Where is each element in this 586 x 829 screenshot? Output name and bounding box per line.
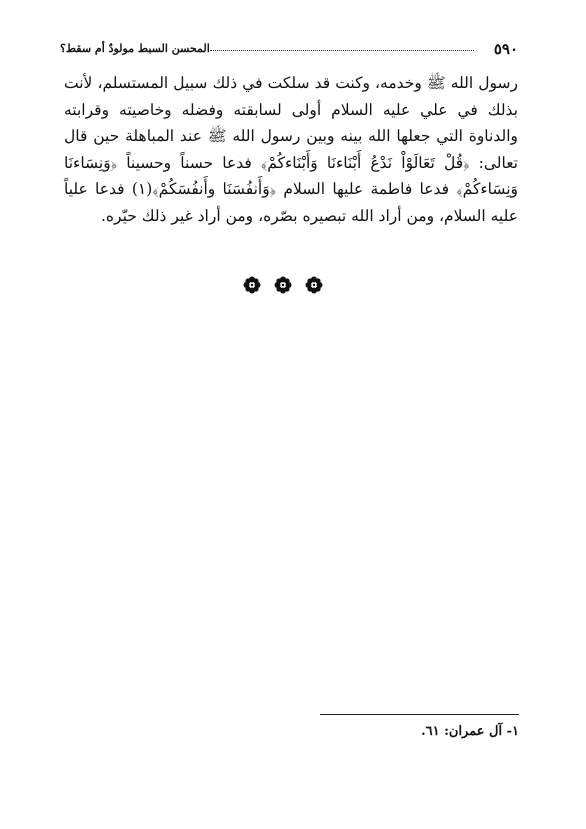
header-dotted-rule: [210, 50, 474, 51]
footnote: ١- آل عمران: ٦١.: [421, 724, 519, 739]
page-number: ٥٩٠: [493, 40, 518, 58]
section-divider-ornaments: [243, 276, 323, 294]
page-header: [60, 40, 518, 62]
flower-ornament-icon: [274, 276, 292, 294]
running-title: المحسن السبط مولودٌ أم سقط؟: [60, 42, 210, 55]
main-text: [64, 70, 518, 229]
flower-ornament-icon: [305, 276, 323, 294]
body-paragraph: رسول الله ﷺ وخدمه، وكنت قد سلكت في ذلك سبيل المستسلم، لأنت بذلك في علي عليه السلام أولى لسابقته وفضله وخاصيته وقرابته والدناوة التي جعلها الله بينه وبين رسول الله ﷺ عند المباهلة حين قال تعالى: ﴿قُلْ تَعَالَوْاْ نَدْعُ أَبْنَاءنَا وَأَبْنَاءكُمْ﴾ فدعا حسناً وحسيناً ﴿وَنِسَاءنَا وَنِسَاءكُمْ﴾ فدعا فاطمة عليها السلام ﴿وَأَنفُسَنَا وأَنفُسَكُمْ﴾(١) فدعا علياً عليه السلام، ومن أراد الله تبصيره بصّره، ومن أراد غير ذلك حيّره.: [64, 74, 518, 225]
flower-ornament-icon: [243, 276, 261, 294]
footnote-separator: [320, 714, 519, 715]
